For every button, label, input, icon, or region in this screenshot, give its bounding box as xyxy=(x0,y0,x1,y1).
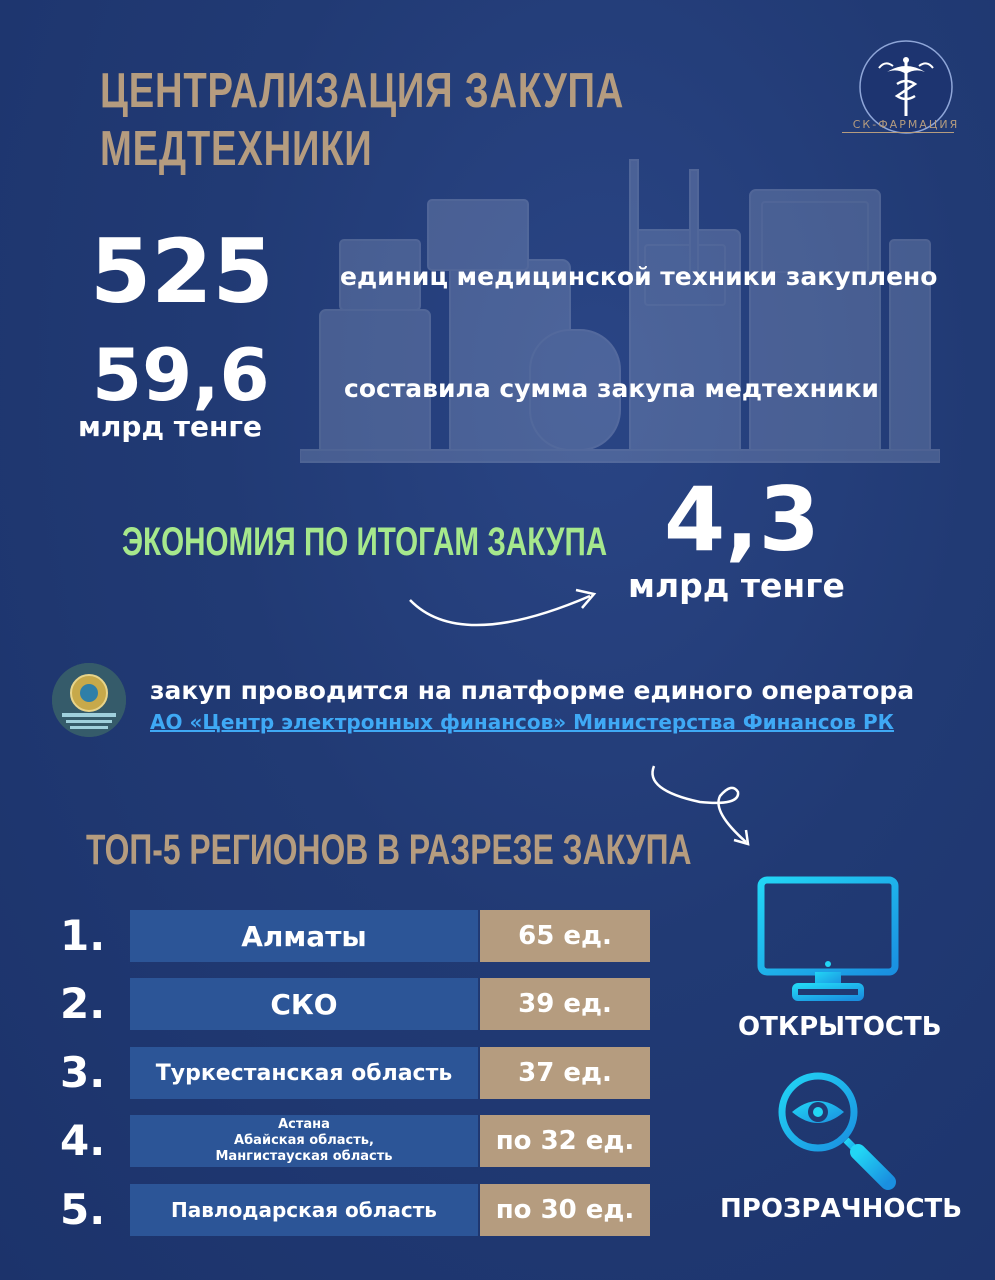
region-rank: 1. xyxy=(60,911,106,960)
region-row xyxy=(0,1047,660,1099)
region-name: Туркестанская область xyxy=(130,1047,478,1099)
region-rank: 2. xyxy=(60,979,106,1028)
openness-label: ОТКРЫТОСТЬ xyxy=(738,1012,942,1042)
region-count: 37 ед. xyxy=(480,1047,650,1099)
medical-equipment-illustration xyxy=(300,120,940,490)
transparency-label: ПРОЗРАЧНОСТЬ xyxy=(720,1194,963,1224)
sum-unit: млрд тенге xyxy=(78,410,262,443)
region-count: 39 ед. xyxy=(480,978,650,1030)
magnifier-eye-icon xyxy=(776,1070,906,1190)
page-title-line1: ЦЕНТРАЛИЗАЦИЯ ЗАКУПА xyxy=(100,64,625,118)
region-count: по 30 ед. xyxy=(480,1184,650,1236)
monitor-icon xyxy=(757,876,899,1004)
savings-value: 4,3 xyxy=(664,468,820,571)
region-count: по 32 ед. xyxy=(480,1115,650,1167)
platform-operator-link[interactable]: АО «Центр электронных финансов» Министерства Финансов РК xyxy=(150,710,895,734)
curved-arrow-icon xyxy=(400,582,610,642)
region-name: СКО xyxy=(130,978,478,1030)
region-name-line: Астана xyxy=(278,1117,330,1132)
units-text: единиц медицинской техники закуплено xyxy=(340,262,938,291)
sum-text: составила сумма закупа медтехники xyxy=(344,374,879,403)
region-name: Павлодарская область xyxy=(130,1184,478,1236)
page-title-line2: МЕДТЕХНИКИ xyxy=(100,122,373,176)
region-rank: 5. xyxy=(60,1185,106,1234)
region-name-line: Мангистауская область xyxy=(215,1149,393,1164)
region-count: 65 ед. xyxy=(480,910,650,962)
sum-value: 59,6 xyxy=(92,333,270,417)
region-row xyxy=(0,910,660,962)
region-rank: 3. xyxy=(60,1048,106,1097)
region-row xyxy=(0,1184,660,1236)
savings-label: ЭКОНОМИЯ ПО ИТОГАМ ЗАКУПА xyxy=(122,520,608,564)
units-value: 525 xyxy=(90,220,274,323)
region-name-line: Абайская область, xyxy=(234,1133,374,1148)
logo-caption: СК-ФАРМАЦИЯ xyxy=(852,118,960,131)
top5-label: ТОП-5 РЕГИОНОВ В РАЗРЕЗЕ ЗАКУПА xyxy=(86,826,692,874)
savings-unit: млрд тенге xyxy=(628,566,845,605)
region-name: Алматы xyxy=(130,910,478,962)
region-row xyxy=(0,1115,660,1167)
region-row xyxy=(0,978,660,1030)
region-rank: 4. xyxy=(60,1116,106,1165)
platform-text: закуп проводится на платформе единого оператора xyxy=(150,676,915,705)
region-name xyxy=(130,1115,478,1167)
government-emblem-icon xyxy=(52,663,126,737)
